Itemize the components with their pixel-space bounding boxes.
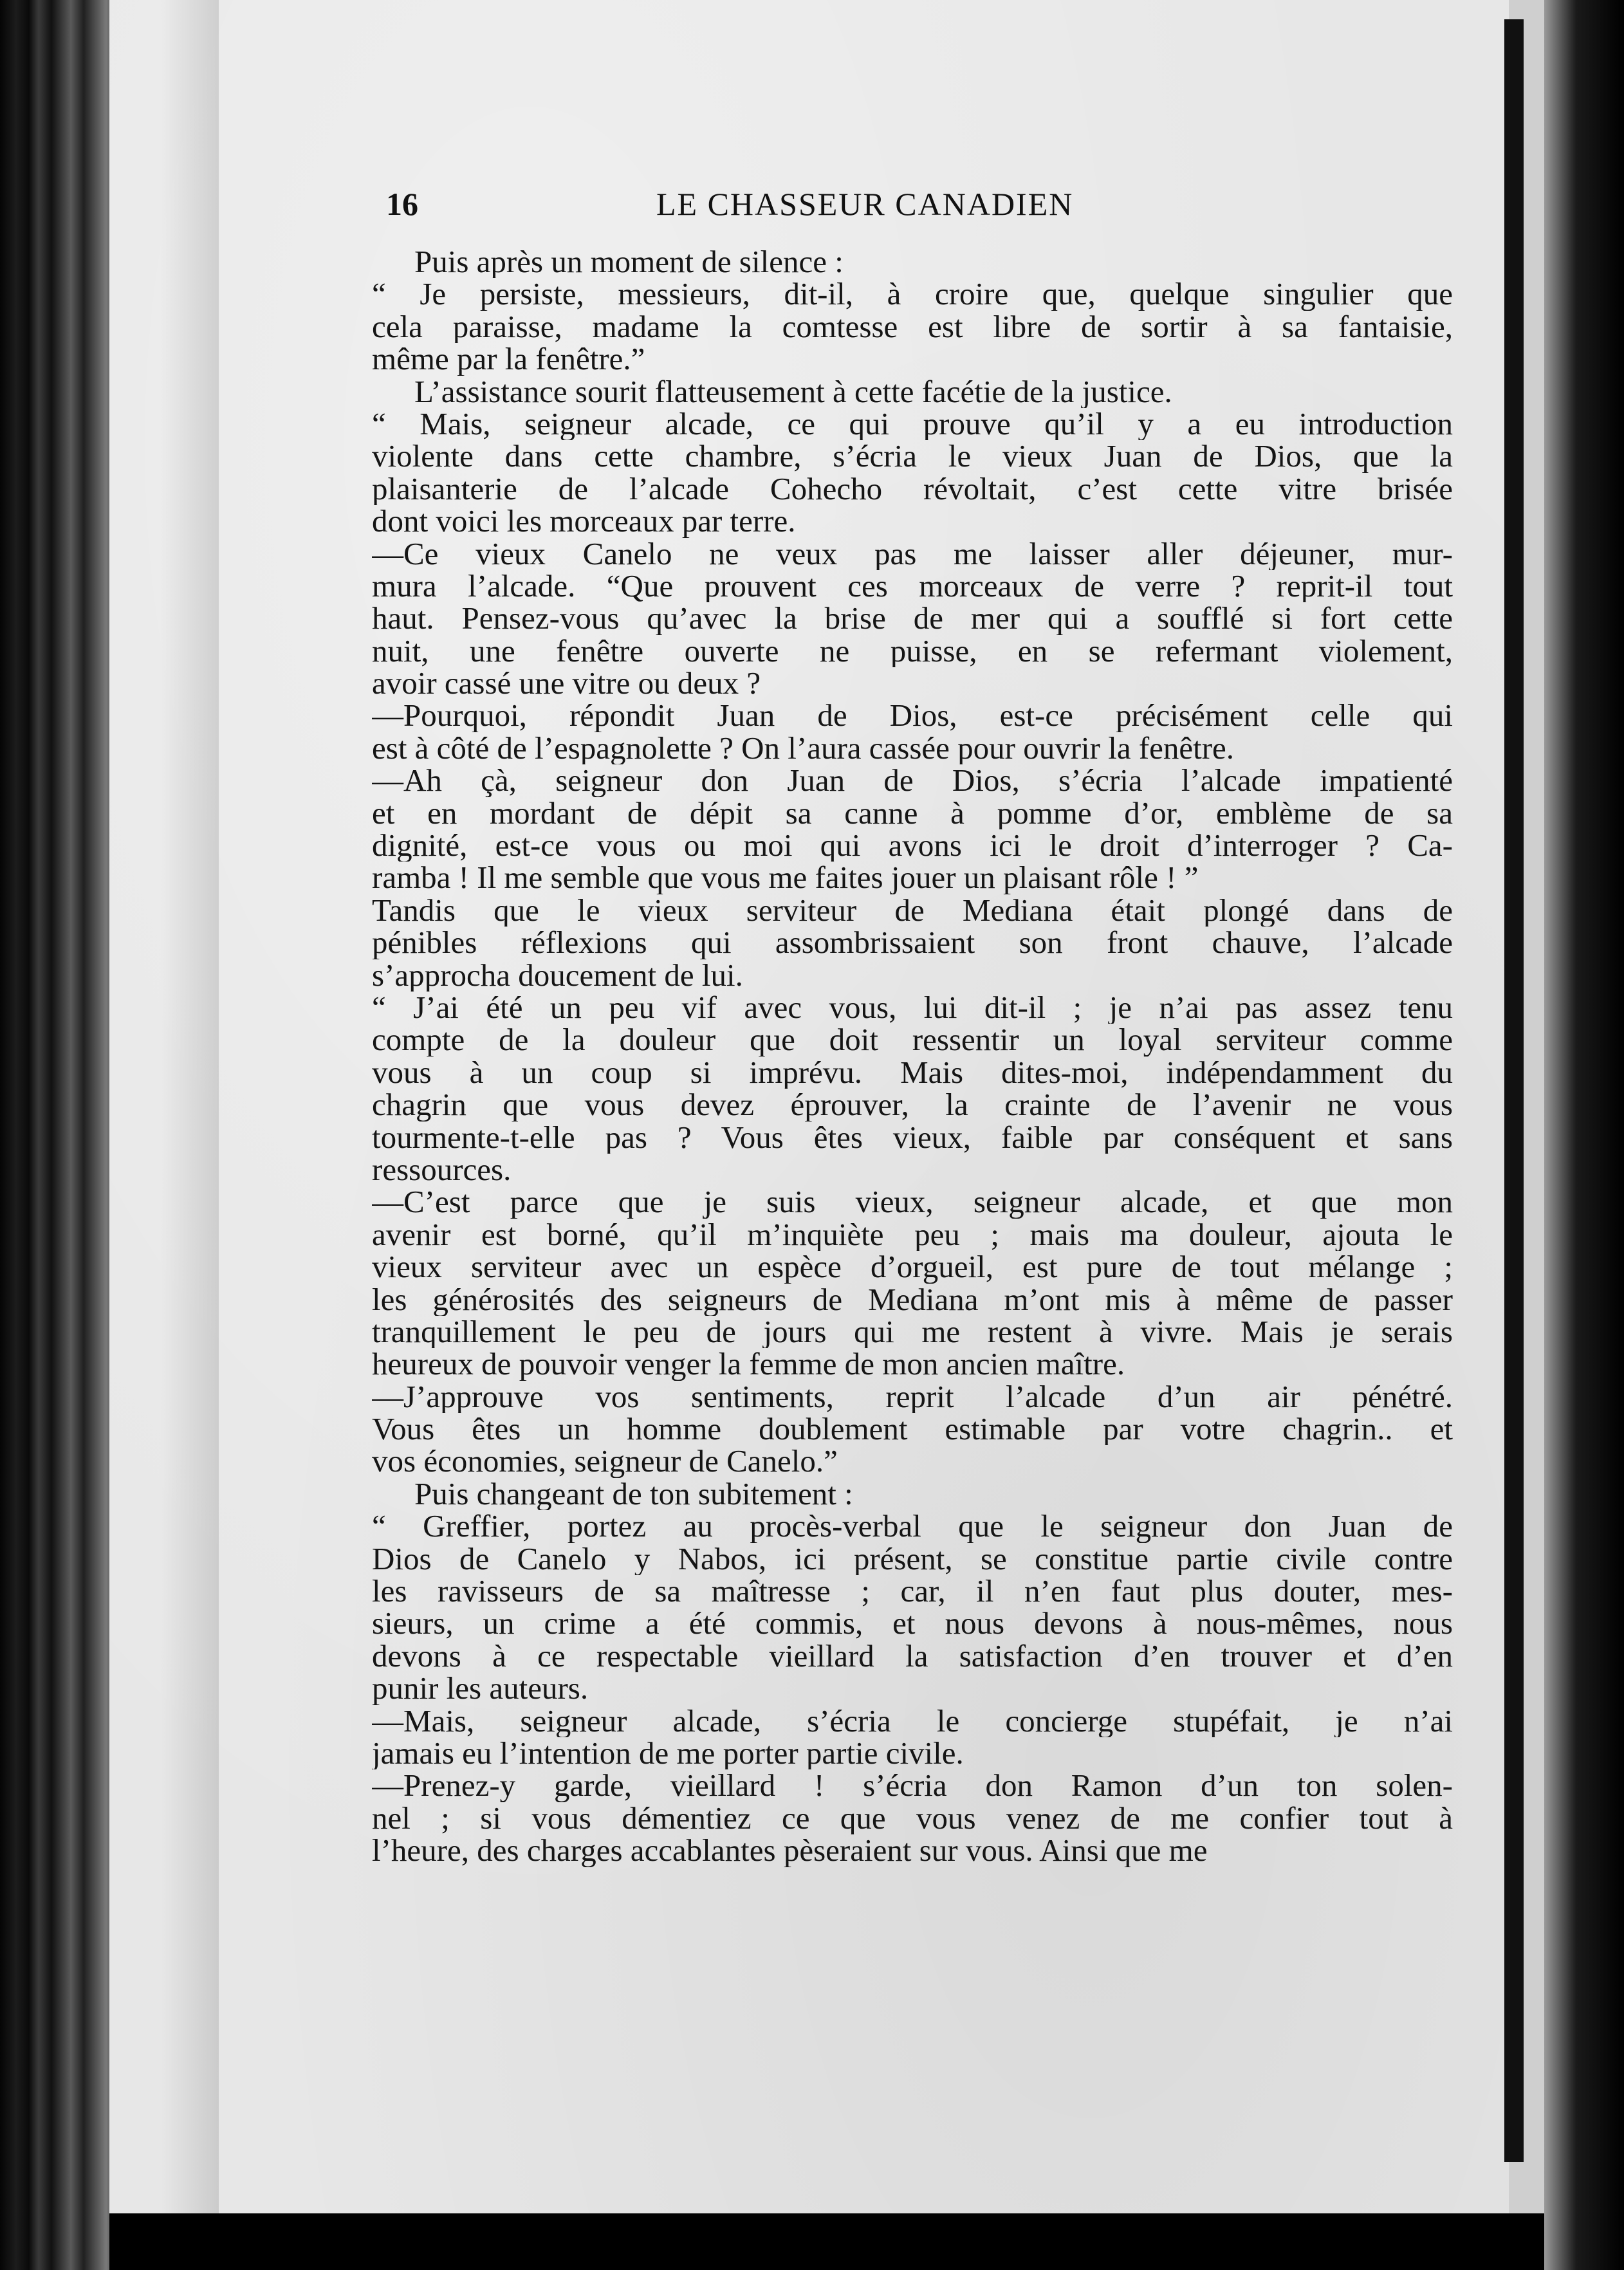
text-line: —Ce vieux Canelo ne veux pas me laisser aller déjeuner, mur- bbox=[372, 537, 1453, 570]
text-line: avenir est borné, qu’il m’inquiète peu ; mais ma douleur, ajouta le bbox=[372, 1218, 1453, 1251]
text-line: dont voici les morceaux par terre. bbox=[372, 505, 796, 538]
text-line: —J’approuve vos sentiments, reprit l’alcade d’un air pénétré. bbox=[372, 1380, 1453, 1414]
text-line: haut. Pensez-vous qu’avec la brise de mer qui a soufflé si fort cette bbox=[372, 602, 1453, 635]
body-text bbox=[372, 246, 1453, 1867]
text-line: plaisanterie de l’alcade Cohecho révoltait, c’est cette vitre brisée bbox=[372, 472, 1453, 506]
text-line: nuit, une fenêtre ouverte ne puisse, en se refermant violement, bbox=[372, 634, 1453, 668]
text-line: avoir cassé une vitre ou deux ? bbox=[372, 667, 761, 700]
text-line: est à côté de l’espagnolette ? On l’aura cassée pour ouvrir la fenêtre. bbox=[372, 732, 1235, 765]
text-line: pénibles réflexions qui assombrissaient son front chauve, l’alcade bbox=[372, 927, 1453, 959]
text-line: devons à ce respectable vieillard la satisfaction d’en trouver et d’en bbox=[372, 1639, 1453, 1673]
text-line: même par la fenêtre.” bbox=[372, 343, 645, 376]
gutter-shadow bbox=[1504, 19, 1524, 2162]
text-line: Puis changeant de ton subitement : bbox=[414, 1477, 853, 1511]
text-line: l’heure, des charges accablantes pèseraient sur vous. Ainsi que me bbox=[372, 1834, 1208, 1867]
text-line: ressources. bbox=[372, 1153, 512, 1186]
text-line: compte de la douleur que doit ressentir un loyal serviteur comme bbox=[372, 1024, 1453, 1057]
text-line: heureux de pouvoir venger la femme de mon ancien maître. bbox=[372, 1348, 1125, 1381]
text-line: vieux serviteur avec un espèce d’orgueil, est pure de tout mélange ; bbox=[372, 1251, 1453, 1284]
text-line: Tandis que le vieux serviteur de Mediana était plongé dans de bbox=[372, 894, 1453, 927]
text-line: les générosités des seigneurs de Mediana m’ont mis à même de passer bbox=[372, 1283, 1453, 1316]
text-line: sieurs, un crime a été commis, et nous devons à nous-mêmes, nous bbox=[372, 1607, 1453, 1640]
running-head: LE CHASSEUR CANADIEN bbox=[656, 186, 1074, 222]
text-line: —Prenez-y garde, vieillard ! s’écria don Ramon d’un ton solen- bbox=[372, 1769, 1453, 1802]
bottom-scan-border bbox=[109, 2213, 1544, 2270]
text-line: punir les auteurs. bbox=[372, 1672, 589, 1705]
text-line: “ J’ai été un peu vif avec vous, lui dit-il ; je n’ai pas assez tenu bbox=[372, 991, 1453, 1024]
text-line: les ravisseurs de sa maîtresse ; car, il n’en faut plus douter, mes- bbox=[372, 1575, 1453, 1608]
text-line: mura l’alcade. “Que prouvent ces morceaux de verre ? reprit-il tout bbox=[372, 569, 1453, 603]
text-line: Puis après un moment de silence : bbox=[414, 246, 844, 279]
page-number: 16 bbox=[386, 186, 418, 222]
text-line: “ Greffier, portez au procès-verbal que le seigneur don Juan de bbox=[372, 1510, 1453, 1543]
text-line: cela paraisse, madame la comtesse est libre de sortir à sa fantaisie, bbox=[372, 310, 1453, 344]
text-line: “ Je persiste, messieurs, dit-il, à croire que, quelque singulier que bbox=[372, 278, 1453, 311]
text-line: s’approcha doucement de lui. bbox=[372, 959, 743, 992]
text-line: —C’est parce que je suis vieux, seigneur alcade, et que mon bbox=[372, 1186, 1453, 1219]
text-line: —Ah çà, seigneur don Juan de Dios, s’écria l’alcade impatienté bbox=[372, 764, 1453, 797]
page-shadow bbox=[161, 0, 219, 2213]
text-line: et en mordant de dépit sa canne à pomme d’or, emblème de sa bbox=[372, 797, 1453, 830]
text-line: tranquillement le peu de jours qui me restent à vivre. Mais je serais bbox=[372, 1315, 1453, 1349]
text-line: ramba ! Il me semble que vous me faites jouer un plaisant rôle ! ” bbox=[372, 862, 1199, 894]
text-line: —Mais, seigneur alcade, s’écria le concierge stupéfait, je n’ai bbox=[372, 1704, 1453, 1737]
text-line: jamais eu l’intention de me porter partie civile. bbox=[372, 1737, 964, 1770]
text-line: vos économies, seigneur de Canelo.” bbox=[372, 1445, 838, 1478]
text-line: Dios de Canelo y Nabos, ici présent, se constitue partie civile contre bbox=[372, 1542, 1453, 1576]
text-line: —Pourquoi, répondit Juan de Dios, est-ce précisément celle qui bbox=[372, 699, 1453, 732]
text-line: vous à un coup si imprévu. Mais dites-moi, indépendamment du bbox=[372, 1056, 1453, 1089]
text-line: nel ; si vous démentiez ce que vous venez de me confier tout à bbox=[372, 1802, 1453, 1835]
text-line: chagrin que vous devez éprouver, la crainte de l’avenir ne vous bbox=[372, 1089, 1453, 1121]
text-line: dignité, est-ce vous ou moi qui avons ici le droit d’interroger ? Ca- bbox=[372, 829, 1453, 862]
page-header bbox=[386, 185, 1416, 232]
text-line: Vous êtes un homme doublement estimable par votre chagrin.. et bbox=[372, 1413, 1453, 1446]
text-line: “ Mais, seigneur alcade, ce qui prouve qu’il y a eu introduction bbox=[372, 407, 1453, 441]
text-line: violente dans cette chambre, s’écria le vieux Juan de Dios, que la bbox=[372, 440, 1453, 473]
right-book-edge bbox=[1544, 0, 1624, 2270]
text-line: tourmente-t-elle pas ? Vous êtes vieux, faible par conséquent et sans bbox=[372, 1121, 1453, 1154]
text-line: L’assistance sourit flatteusement à cette facétie de la justice. bbox=[414, 375, 1172, 408]
